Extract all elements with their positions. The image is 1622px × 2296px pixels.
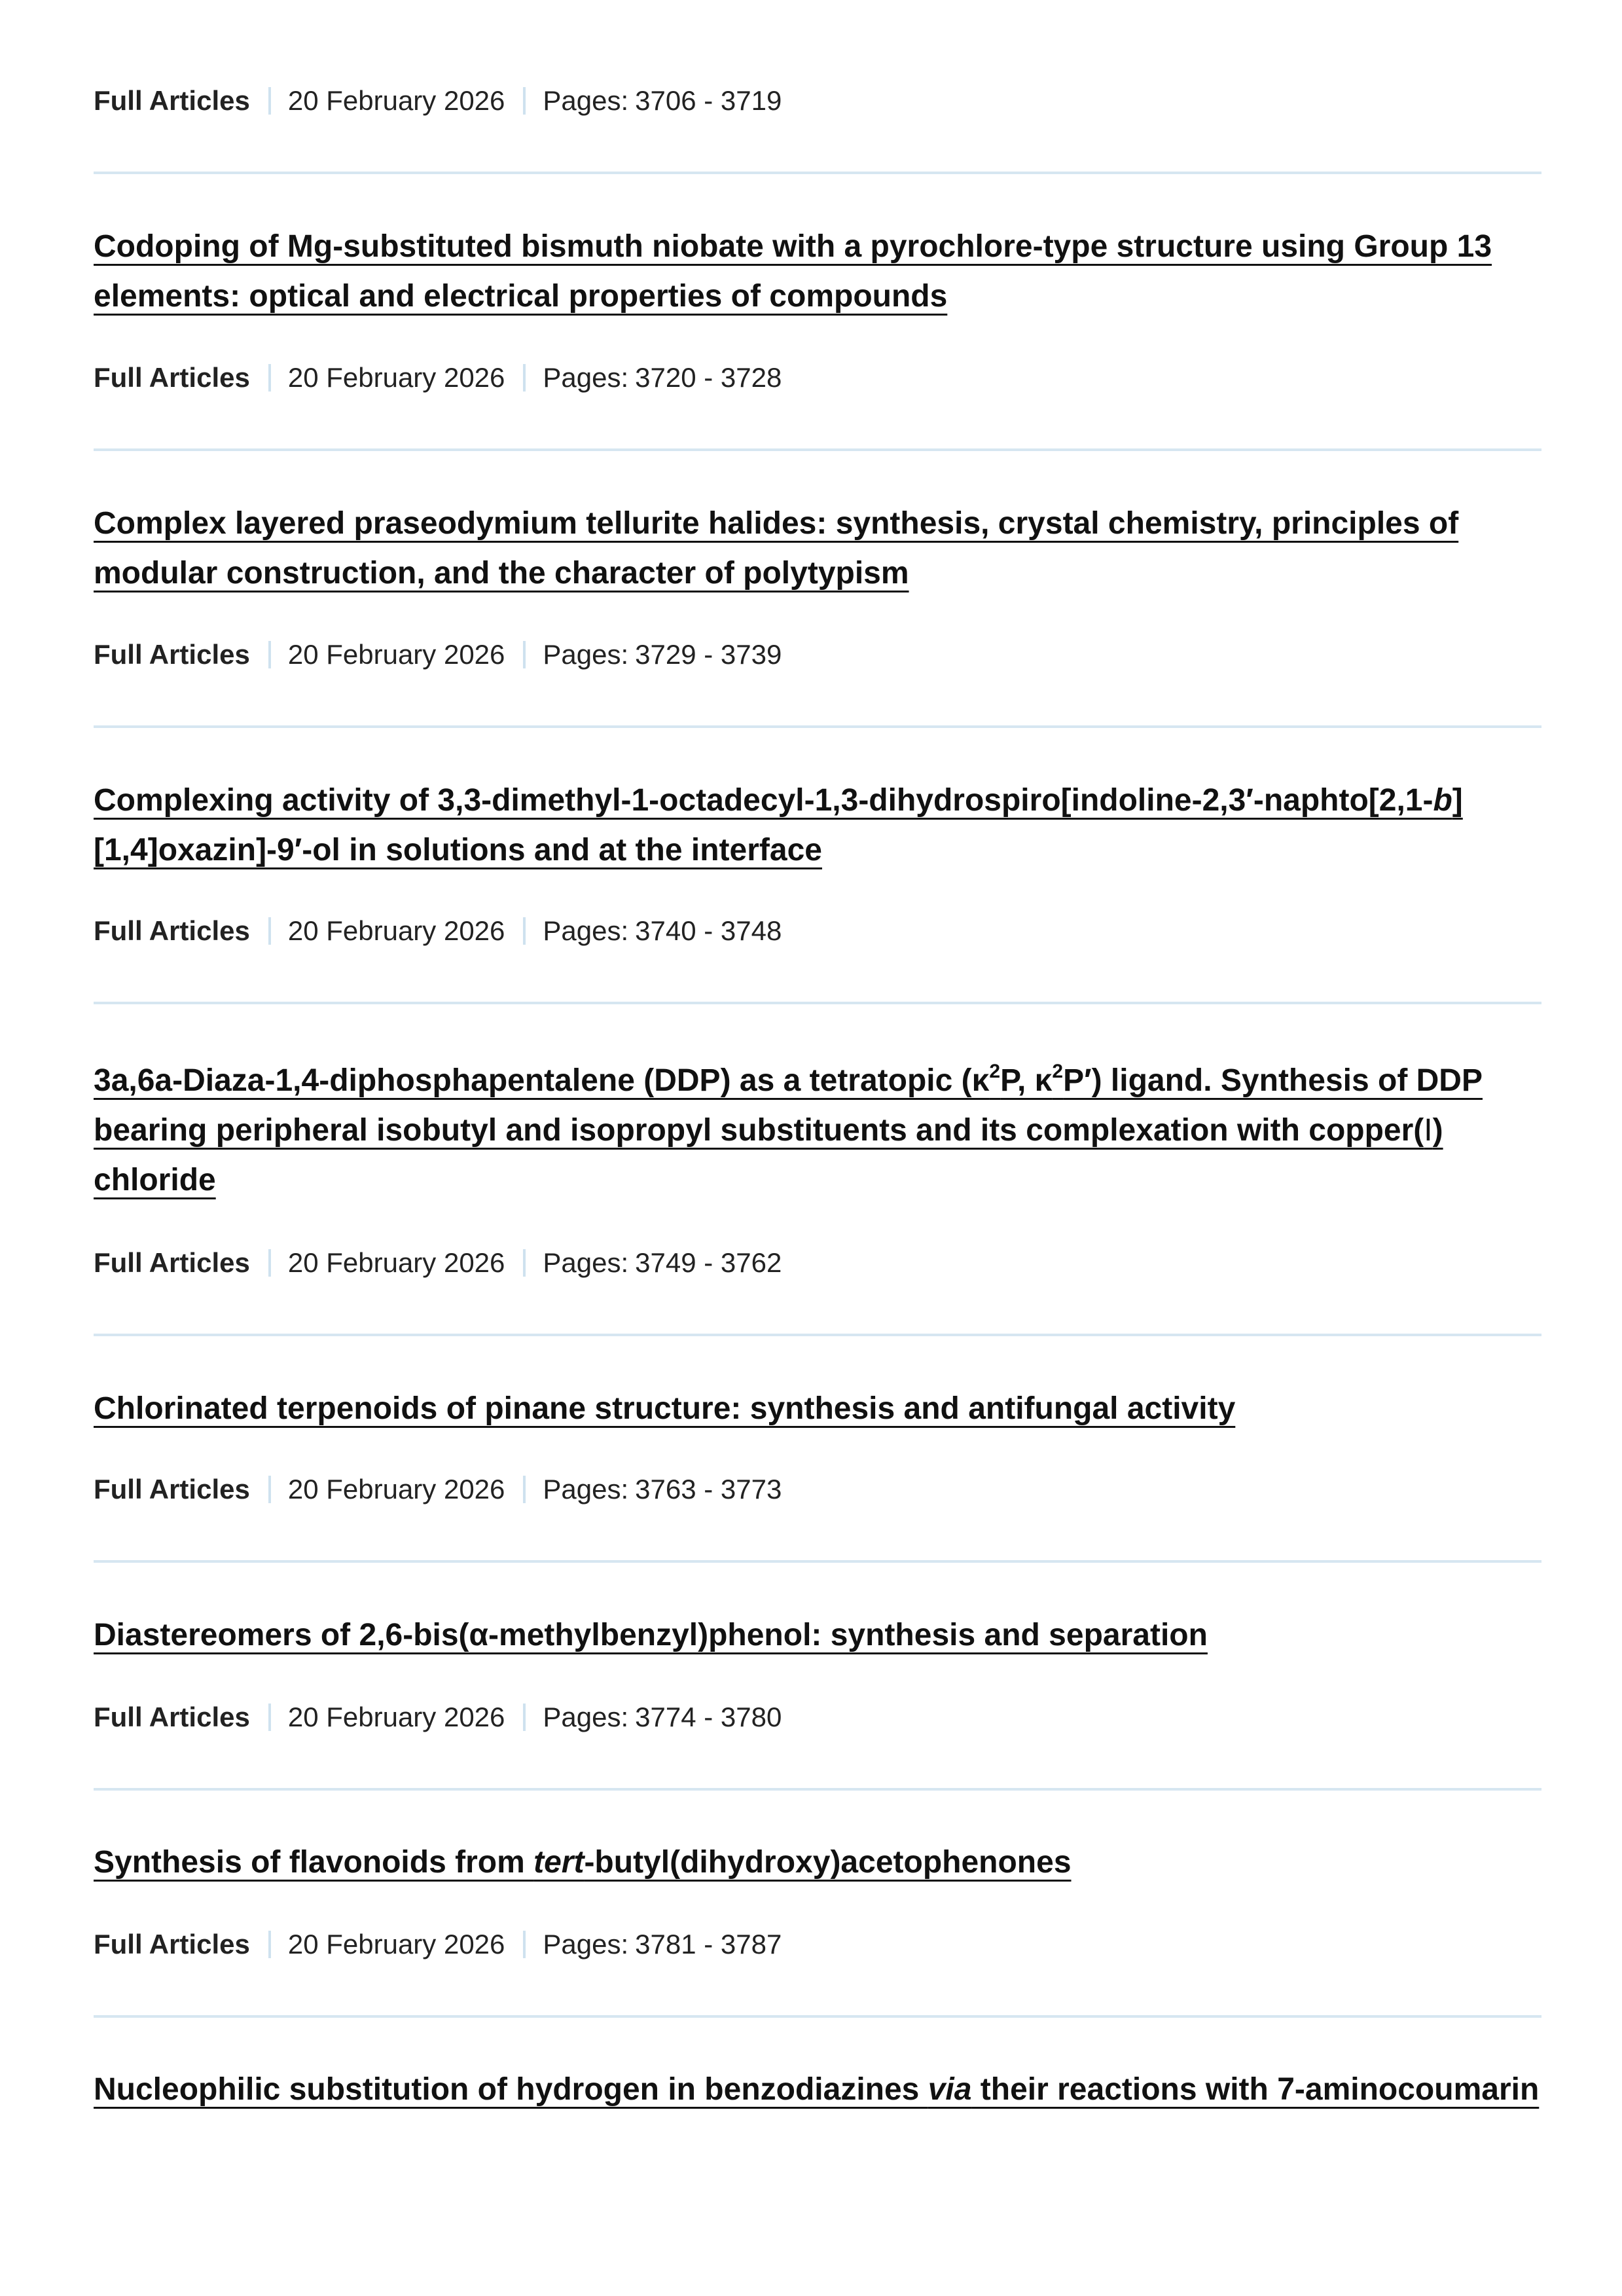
article-title-link[interactable]: 3a,6a-Diaza-1,4-diphosphapentalene (DDP) as a tetratopic ($\kappa^2P$, $\kappa^2P'$) ligand. Synthesis of DDP bearing peripheral isobutyl and isopropyl substituents and its complexation with copper(I) chloride [94, 1061, 1483, 1197]
meta-separator [268, 917, 271, 945]
page-range: 3720 - 3728 [635, 362, 782, 393]
article-type-label: Full Articles [94, 1247, 250, 1278]
page-range: 3729 - 3739 [635, 639, 782, 670]
article-divider [94, 1560, 1541, 1563]
meta-separator [268, 641, 271, 668]
article-title-link[interactable]: Synthesis of flavonoids from tert-butyl(dihydroxy)acetophenones [94, 1845, 1072, 1880]
pages-label: Pages: [543, 639, 629, 670]
article-type-label: Full Articles [94, 639, 250, 670]
meta-separator [523, 1476, 526, 1503]
article-title-link[interactable]: Complex layered praseodymium tellurite halides: synthesis, crystal chemistry, principles of modular construction, and the character of polytypism [94, 506, 1459, 591]
page-range: 3763 - 3773 [635, 1474, 782, 1504]
article-item [94, 2065, 1541, 2115]
publication-date: 20 February 2026 [287, 915, 505, 946]
article-title-link[interactable]: Complexing activity of 3,3-dimethyl-1-octadecyl-1,3-dihydrospiro[indoline-2,3′-naphto[2,1-b][1,4]oxazin]-9′-ol in solutions and at the interface [94, 783, 1463, 867]
pages-label: Pages: [543, 85, 629, 116]
article-divider [94, 1334, 1541, 1336]
meta-separator [523, 1931, 526, 1958]
page-range: 3706 - 3719 [635, 85, 782, 116]
publication-date: 20 February 2026 [287, 1247, 505, 1278]
pages-label: Pages: [543, 1702, 629, 1732]
article-meta [94, 913, 782, 949]
article-item [94, 222, 1541, 321]
article-divider [94, 1788, 1541, 1791]
article-meta [94, 1471, 782, 1508]
page-range: 3740 - 3748 [635, 915, 782, 946]
article-item [94, 1611, 1541, 1660]
pages-label: Pages: [543, 1474, 629, 1504]
meta-separator [268, 1249, 271, 1277]
article-meta [94, 1699, 782, 1736]
meta-separator [523, 87, 526, 115]
article-meta [94, 1926, 782, 1963]
article-type-label: Full Articles [94, 1702, 250, 1732]
publication-date: 20 February 2026 [287, 85, 505, 116]
publication-date: 20 February 2026 [287, 1474, 505, 1504]
article-meta [94, 359, 782, 396]
article-item [94, 499, 1541, 598]
article-item [94, 1838, 1541, 1887]
meta-separator [268, 364, 271, 392]
meta-separator [268, 87, 271, 115]
article-type-label: Full Articles [94, 915, 250, 946]
article-divider [94, 725, 1541, 728]
meta-separator [523, 1704, 526, 1731]
article-divider [94, 172, 1541, 174]
pages-label: Pages: [543, 915, 629, 946]
article-title-link[interactable]: Diastereomers of 2,6-bis(α-methylbenzyl)phenol: synthesis and separation [94, 1618, 1208, 1652]
meta-separator [523, 641, 526, 668]
meta-separator [523, 917, 526, 945]
article-title-link[interactable]: Chlorinated terpenoids of pinane structure: synthesis and antifungal activity [94, 1391, 1236, 1426]
publication-date: 20 February 2026 [287, 362, 505, 393]
pages-label: Pages: [543, 1247, 629, 1278]
meta-separator [268, 1704, 271, 1731]
article-title-link[interactable]: Nucleophilic substitution of hydrogen in benzodiazines via their reactions with 7-aminocoumarin [94, 2072, 1540, 2107]
publication-date: 20 February 2026 [287, 1929, 505, 1959]
article-type-label: Full Articles [94, 362, 250, 393]
page-range: 3781 - 3787 [635, 1929, 782, 1959]
page-range: 3774 - 3780 [635, 1702, 782, 1732]
article-divider [94, 1002, 1541, 1004]
article-type-label: Full Articles [94, 1474, 250, 1504]
article-type-label: Full Articles [94, 85, 250, 116]
article-item [94, 1056, 1541, 1205]
article-meta [94, 1245, 782, 1281]
meta-separator [523, 1249, 526, 1277]
pages-label: Pages: [543, 1929, 629, 1959]
meta-separator [268, 1476, 271, 1503]
meta-separator [268, 1931, 271, 1958]
meta-separator [523, 364, 526, 392]
article-item [94, 776, 1541, 875]
article-meta [94, 82, 782, 119]
article-divider [94, 448, 1541, 451]
article-title-link[interactable]: Codoping of Mg-substituted bismuth niobate with a pyrochlore-type structure using Group 13 elements: optical and electrical properties of compounds [94, 229, 1492, 314]
article-divider [94, 2015, 1541, 2018]
publication-date: 20 February 2026 [287, 1702, 505, 1732]
article-item [94, 1384, 1541, 1434]
pages-label: Pages: [543, 362, 629, 393]
publication-date: 20 February 2026 [287, 639, 505, 670]
article-meta [94, 636, 782, 673]
page-range: 3749 - 3762 [635, 1247, 782, 1278]
article-type-label: Full Articles [94, 1929, 250, 1959]
